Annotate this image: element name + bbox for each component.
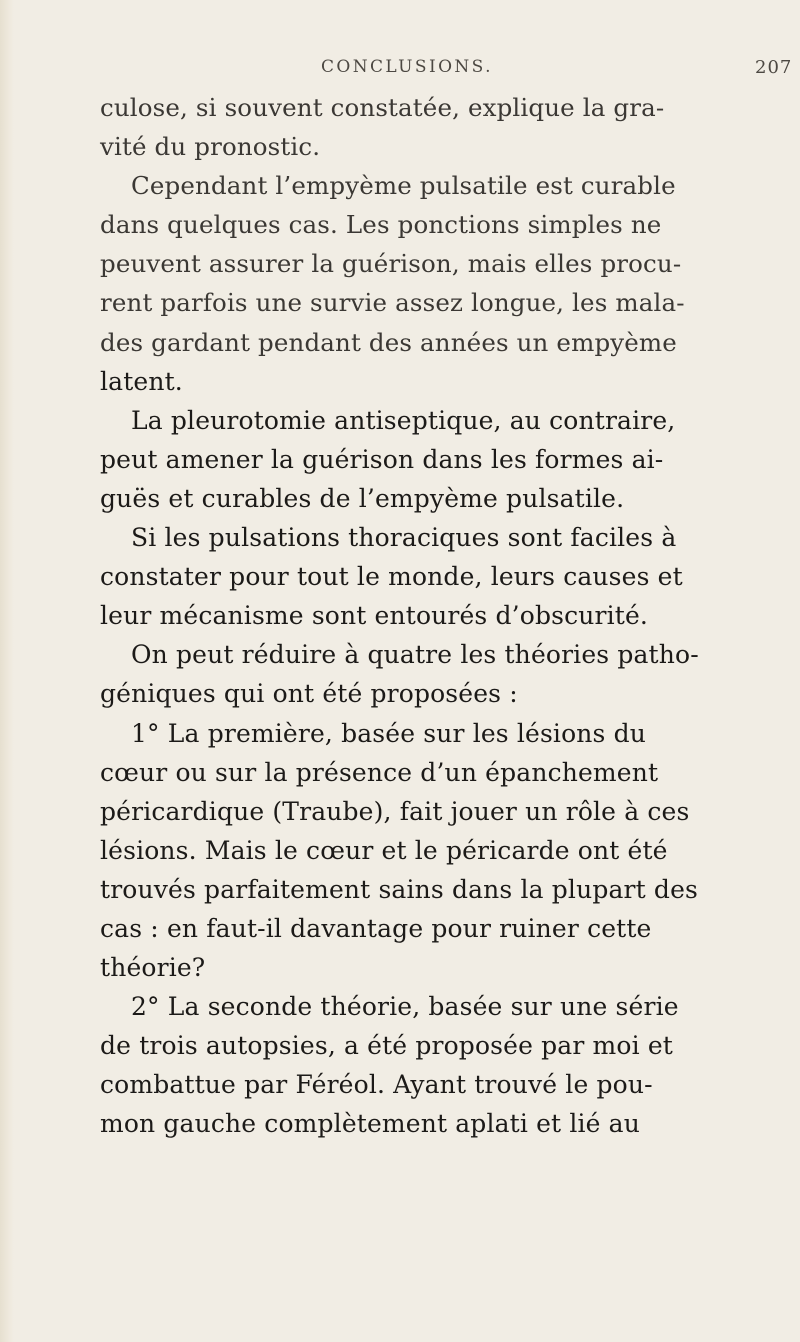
running-head-title: CONCLUSIONS. [321,57,493,77]
text-line: peut amener la guérison dans les formes ai- [100,444,664,474]
text-line: de trois autopsies, a été proposée par moi et [100,1031,673,1061]
text-line: leur mécanisme sont entourés d’obscurité. [100,601,648,631]
page-number: 207 [755,57,793,78]
text-line: combattue par Féréol. Ayant trouvé le pou- [100,1070,653,1100]
text-line: péricardique (Traube), fait jouer un rôle à ces [100,796,690,826]
text-line: constater pour tout le monde, leurs causes et [100,562,683,592]
text-line: des gardant pendant des années un empyème [100,327,677,357]
text-line: latent. [100,366,183,396]
text-line: trouvés parfaitement sains dans la plupart des [100,874,699,904]
text-line: dans quelques cas. Les ponctions simples ne [100,210,662,240]
text-line: rent parfois une survie assez longue, les mala- [100,288,685,318]
text-line: cas : en faut-il davantage pour ruiner cette [100,913,652,943]
running-head [0,57,800,87]
paragraph-start-line: Si les pulsations thoraciques sont faciles à [131,523,677,553]
paragraph-start-line: 1° La première, basée sur les lésions du [131,718,647,748]
paragraph-start-line: On peut réduire à quatre les théories patho- [131,640,699,670]
paragraph-start-line: La pleurotomie antiseptique, au contraire, [131,405,676,435]
text-line: peuvent assurer la guérison, mais elles procu- [100,249,682,279]
text-line: culose, si souvent constatée, explique la gra- [100,93,665,122]
text-line: vité du pronostic. [100,132,321,162]
paragraph-start-line: Cependant l’empyème pulsatile est curable [131,171,676,201]
text-line: géniques qui ont été proposées : [100,679,518,709]
text-line: lésions. Mais le cœur et le péricarde ont été [100,835,668,865]
text-line: guës et curables de l’empyème pulsatile. [100,483,625,513]
body-text [100,88,770,1144]
text-line: mon gauche complètement aplati et lié au [100,1109,640,1139]
text-line: théorie? [100,953,206,983]
text-line: cœur ou sur la présence d’un épanchement [100,757,659,787]
paragraph-start-line: 2° La seconde théorie, basée sur une série [131,992,679,1022]
